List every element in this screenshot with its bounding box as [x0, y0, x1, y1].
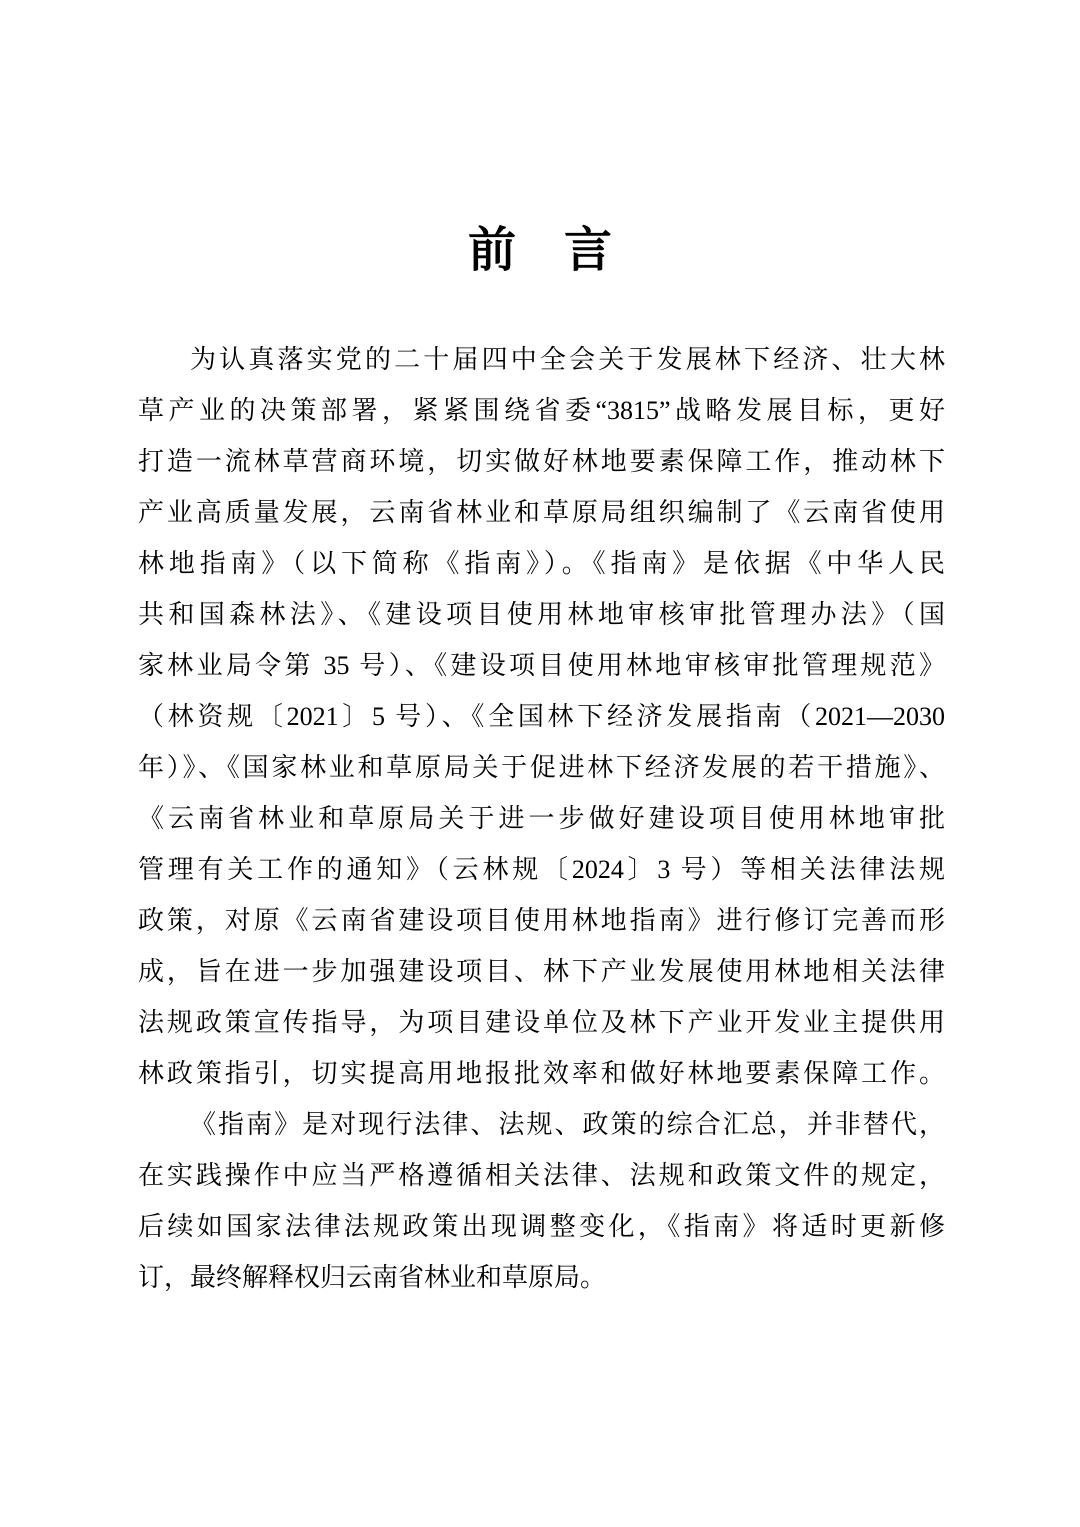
- text-line: 政策，对原《云南省建设项目使用林地指南》进行修订完善而形: [138, 906, 945, 935]
- text-line: 订，最终解释权归云南省林业和草原局。: [138, 1263, 607, 1292]
- text-line: 后续如国家法律法规政策出现调整变化，《指南》将适时更新修: [138, 1212, 945, 1241]
- page-title: 前 言: [467, 224, 612, 277]
- text-line: 林政策指引，切实提高用地报批效率和做好林地要素保障工作。: [138, 1059, 945, 1088]
- text-line: 《云南省林业和草原局关于进一步做好建设项目使用林地审批: [138, 804, 945, 833]
- text-line: 在实践操作中应当严格遵循相关法律、法规和政策文件的规定，: [138, 1161, 945, 1190]
- text-line: 产业高质量发展，云南省林业和草原局组织编制了《云南省使用: [138, 498, 945, 527]
- text-line: 管理有关工作的通知》（云林规〔2024〕3 号）等相关法律法规: [138, 855, 945, 884]
- text-line: 共和国森林法》、《建设项目使用林地审核审批管理办法》（国: [138, 600, 945, 629]
- text-line: 家林业局令第 35 号）、《建设项目使用林地审核审批管理规范》: [138, 651, 945, 680]
- text-line: 成，旨在进一步加强建设项目、林下产业发展使用林地相关法律: [138, 957, 945, 986]
- text-line: 法规政策宣传指导，为项目建设单位及林下产业开发业主提供用: [138, 1008, 945, 1037]
- text-line: 草产业的决策部署，紧紧围绕省委“3815”战略发展目标，更好: [138, 396, 945, 425]
- text-line: 《指南》是对现行法律、法规、政策的综合汇总，并非替代，: [190, 1110, 945, 1139]
- text-line: 为认真落实党的二十届四中全会关于发展林下经济、壮大林: [190, 345, 945, 374]
- text-line: （林资规〔2021〕5 号）、《全国林下经济发展指南（2021—2030: [138, 702, 945, 731]
- text-line: 打造一流林草营商环境，切实做好林地要素保障工作，推动林下: [138, 447, 945, 476]
- document-body: [138, 334, 945, 1303]
- text-line: 林地指南》（以下简称《指南》）。《指南》是依据《中华人民: [138, 549, 945, 578]
- text-line: 年）》、《国家林业和草原局关于促进林下经济发展的若干措施》、: [138, 753, 945, 782]
